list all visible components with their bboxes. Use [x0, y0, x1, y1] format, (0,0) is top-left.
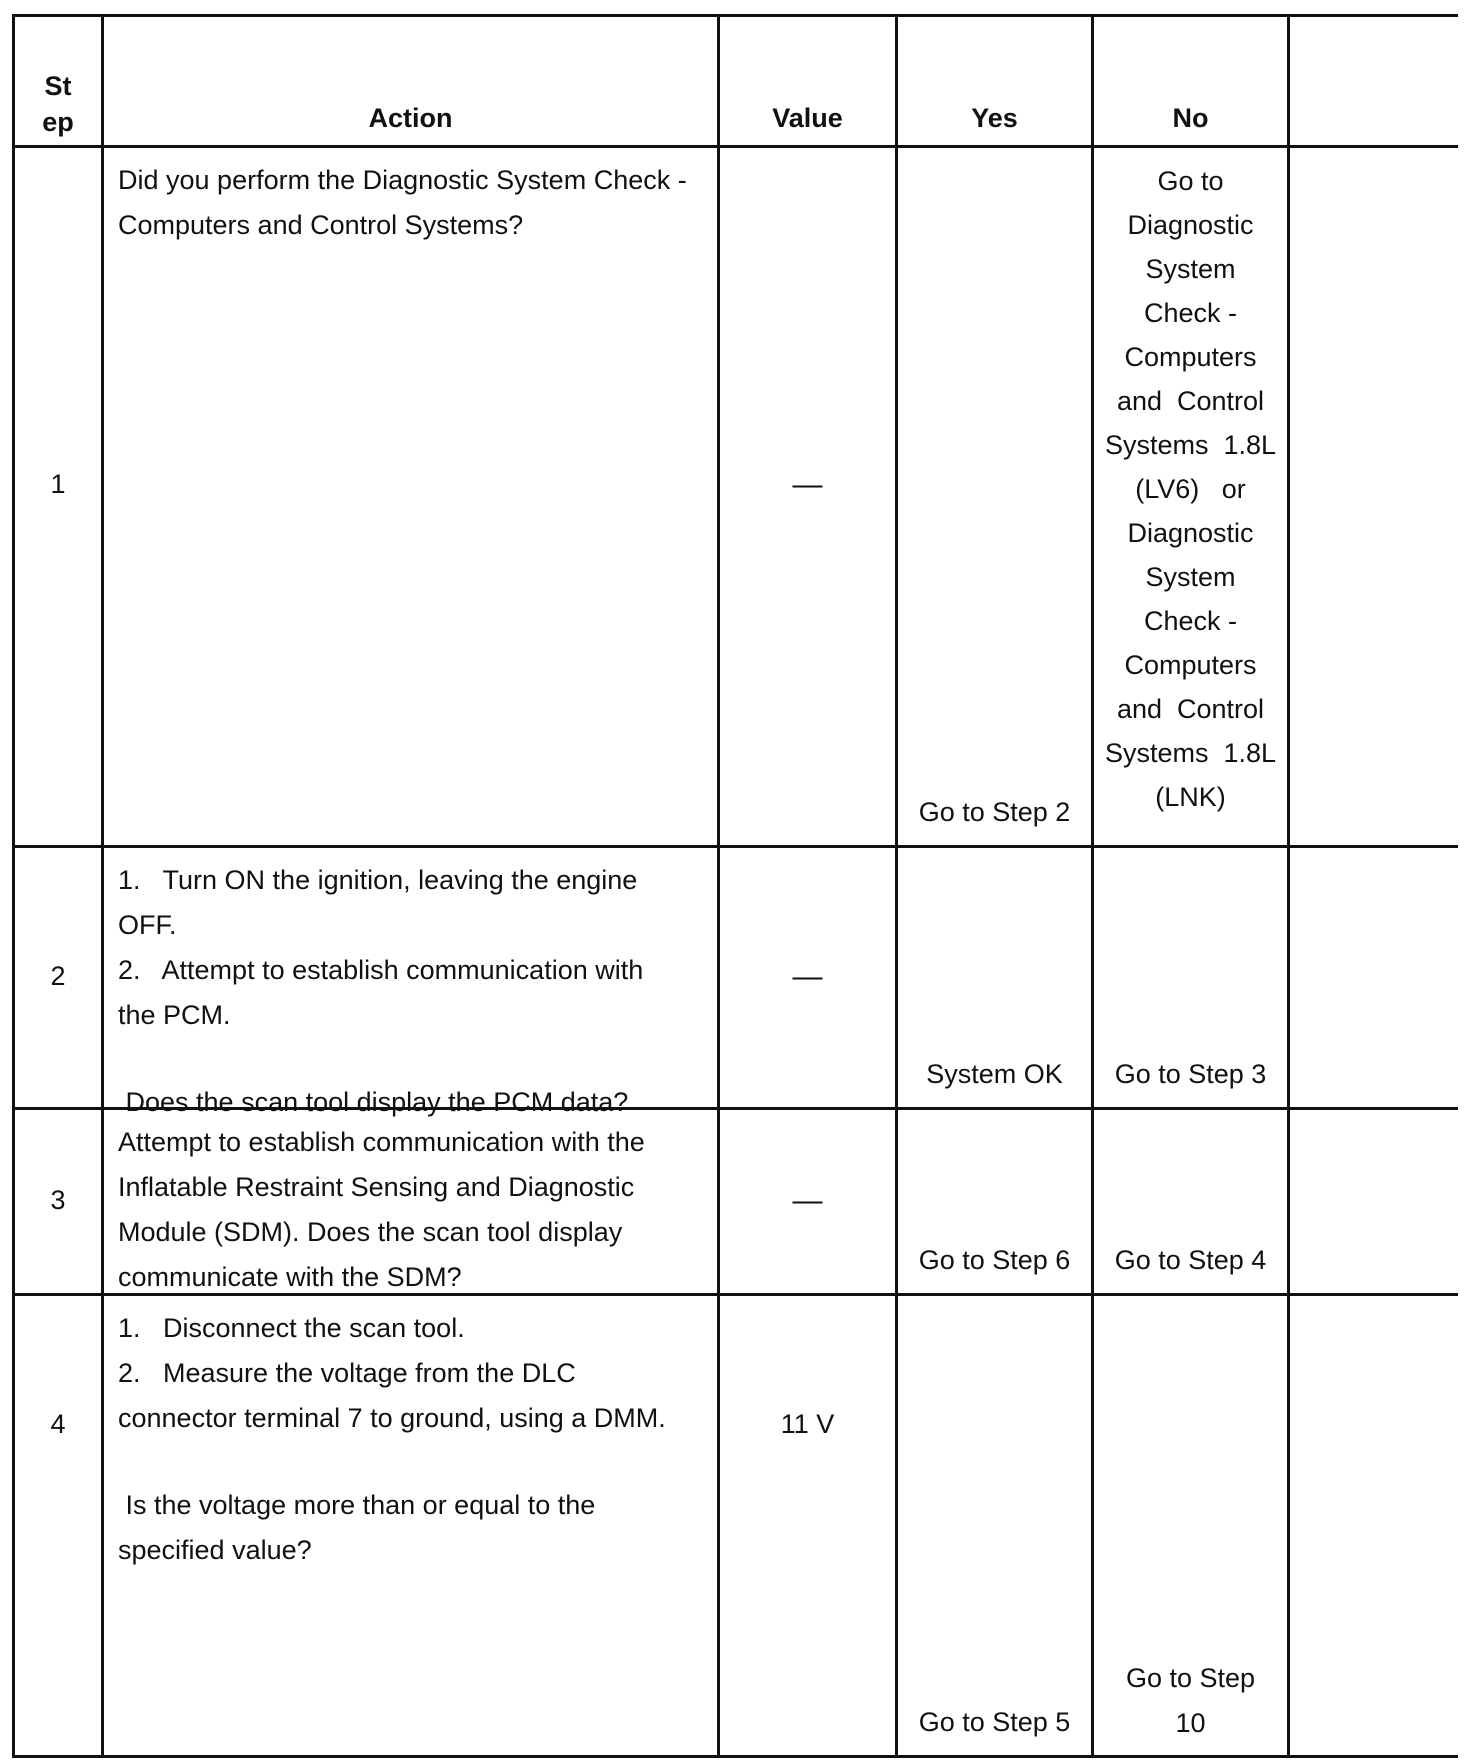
- no-text: Go to Step 3: [1114, 1059, 1267, 1089]
- no-line: Check -: [1143, 606, 1238, 636]
- action-text: [118, 158, 708, 248]
- action-line: Is the voltage more than or equal to the: [118, 1490, 596, 1520]
- value-text: 11 V: [780, 1409, 835, 1439]
- action-line: [118, 1441, 708, 1483]
- no-line: Systems 1.8L: [1104, 430, 1277, 460]
- header-no: No: [1172, 103, 1209, 133]
- no-line: Computers: [1124, 342, 1257, 372]
- no-text: [1094, 1656, 1287, 1746]
- action-line: [118, 1038, 708, 1080]
- no-line: Systems 1.8L: [1104, 738, 1277, 768]
- no-line: System: [1145, 562, 1236, 592]
- no-line: Go to: [1157, 166, 1224, 196]
- action-line: Module (SDM). Does the scan tool display: [118, 1217, 623, 1247]
- column-divider: [895, 14, 898, 1758]
- step-number: 2: [50, 961, 66, 991]
- row-divider: [12, 845, 1458, 848]
- action-line: 2. Attempt to establish communication with: [118, 955, 644, 985]
- yes-text: Go to Step 6: [918, 1245, 1071, 1275]
- no-line: Go to Step: [1125, 1663, 1256, 1693]
- no-line: Diagnostic: [1127, 518, 1254, 548]
- step-number: 4: [50, 1409, 66, 1439]
- yes-text: Go to Step 2: [918, 797, 1071, 827]
- no-line: and Control: [1116, 386, 1265, 416]
- yes-text: Go to Step 5: [918, 1707, 1071, 1737]
- action-text: [118, 858, 708, 1125]
- value-text: —: [792, 960, 823, 993]
- header-yes: Yes: [971, 103, 1018, 133]
- action-line: 2. Measure the voltage from the DLC: [118, 1358, 576, 1388]
- step-number: 3: [50, 1185, 66, 1215]
- action-line: the PCM.: [118, 1000, 231, 1030]
- action-line: 1. Disconnect the scan tool.: [118, 1313, 465, 1343]
- action-line: Did you perform the Diagnostic System Check -: [118, 165, 687, 195]
- no-line: Computers: [1124, 650, 1257, 680]
- table-border-top: [12, 14, 1458, 17]
- action-line: Attempt to establish communication with the: [118, 1127, 645, 1157]
- action-line: 1. Turn ON the ignition, leaving the engine: [118, 865, 638, 895]
- header-divider: [12, 145, 1458, 148]
- no-line: (LNK): [1155, 782, 1226, 812]
- table-border-right: [1287, 14, 1290, 1758]
- column-divider: [101, 14, 104, 1758]
- yes-text: System OK: [926, 1059, 1063, 1089]
- step-number: 1: [50, 469, 66, 499]
- header-action: Action: [368, 103, 453, 133]
- column-divider: [717, 14, 720, 1758]
- table-border-bottom: [12, 1755, 1458, 1758]
- no-text: [1094, 159, 1287, 819]
- action-line: communicate with the SDM?: [118, 1262, 462, 1292]
- header-value: Value: [772, 103, 843, 133]
- action-line: Inflatable Restraint Sensing and Diagnostic: [118, 1172, 635, 1202]
- no-line: and Control: [1116, 694, 1265, 724]
- action-line: connector terminal 7 to ground, using a DMM.: [118, 1403, 666, 1433]
- no-line: (LV6) or: [1135, 474, 1246, 504]
- table-border-left: [12, 14, 15, 1758]
- action-line: specified value?: [118, 1535, 312, 1565]
- no-text: Go to Step 4: [1114, 1245, 1267, 1275]
- value-text: —: [792, 468, 823, 501]
- action-line: Does the scan tool display the PCM data?: [118, 1087, 629, 1117]
- no-line: 10: [1175, 1708, 1206, 1738]
- no-line: Check -: [1143, 298, 1238, 328]
- diagnostic-table: [12, 14, 1458, 1758]
- no-line: Diagnostic: [1127, 210, 1254, 240]
- action-line: Computers and Control Systems?: [118, 210, 524, 240]
- no-line: System: [1145, 254, 1236, 284]
- action-text: [118, 1120, 708, 1300]
- action-text: [118, 1306, 708, 1573]
- header-step: St ep: [42, 71, 74, 137]
- value-text: —: [792, 1184, 823, 1217]
- action-line: OFF.: [118, 910, 177, 940]
